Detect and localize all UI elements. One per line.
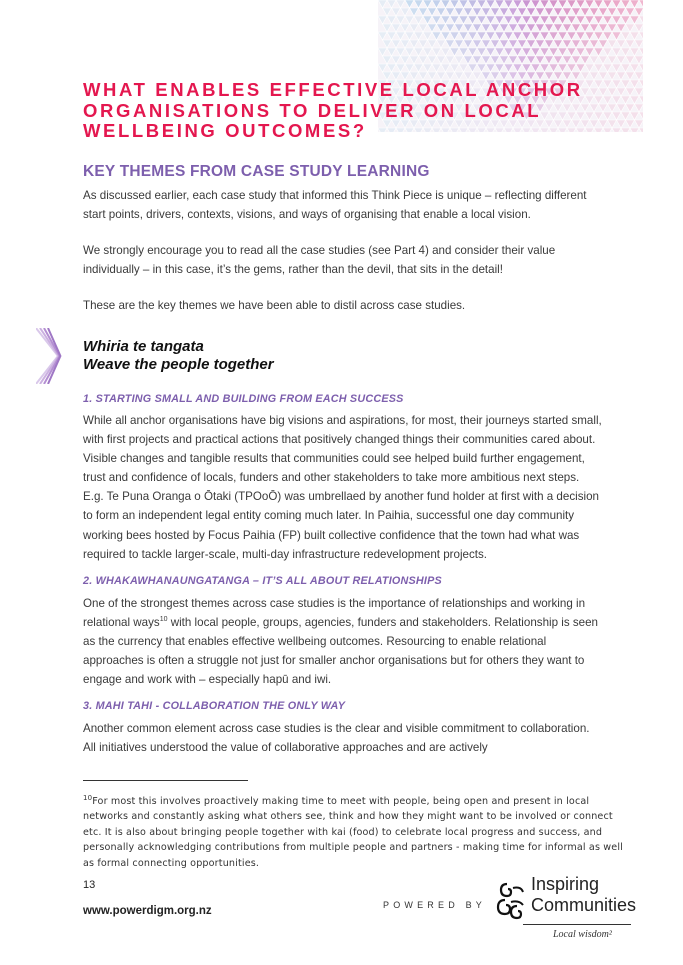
intro-paragraph-3: These are the key themes we have been able to distil across case studies.	[83, 299, 466, 312]
intro-paragraph-2: We strongly encourage you to read all the case studies (see Part 4) and consider their value individually – in this case, it’s the gems, rather than the devil, that sits in the detail!	[83, 244, 556, 277]
section-title-english: Weave the people together	[83, 356, 274, 373]
inspiring-communities-logo	[493, 874, 643, 950]
theme-3-heading: 3. MAHI TAHI - COLLABORATION THE ONLY WAY	[83, 700, 346, 712]
chevron-decoration-icon	[36, 328, 66, 384]
logo-divider	[523, 924, 631, 925]
section-subheading: KEY THEMES FROM CASE STUDY LEARNING	[83, 163, 430, 180]
theme-2-body	[83, 594, 603, 689]
footnote-divider	[83, 780, 248, 781]
logo-line-1: Inspiring	[531, 874, 600, 894]
theme-1-body: While all anchor organisations have big visions and aspirations, for most, their journeys started small, with first projects and practical actions that positively changed things their communities cared about. Visible changes and tangible results that communities could see helped build further engagement, trust and confidence of locals, funders and other stakeholders to take more ambitious next steps. E.g. Te Puna Oranga o Ōtaki (TPOoŌ) was umbrellaed by another fund holder at first with a decision to form an independent legal entity coming much later. In Paihia, successful one day community working bees hosted by Focus Paihia (FP) built collective confidence that the town had what was required to tackle larger-scale, multi-day infrastructure redevelopment projects.	[83, 414, 602, 561]
theme-2-body-start: One of the strongest themes across case studies is the importance of relationships and working in relational ways	[83, 597, 586, 630]
spiral-icon	[493, 876, 529, 926]
theme-3-body: Another common element across case studies is the clear and visible commitment to collaboration. All initiatives understood the value of collaborative approaches and are actively	[83, 722, 590, 755]
section-title-maori: Whiria te tangata	[83, 338, 204, 355]
logo-tagline: Local wisdom²	[553, 929, 612, 940]
footnote-number: 10	[83, 793, 93, 802]
logo-line-2: Communities	[531, 895, 637, 915]
theme-2-body-end: with local people, groups, agencies, funders and stakeholders. Relationship is seen as the currency that enables effective wellbeing outcomes. Resourcing to enable relational approaches is often a struggle not just for smaller anchor organisations but for others they want to engage and work with – especially hapū and iwi.	[83, 616, 599, 687]
footnote	[83, 794, 628, 871]
website-link[interactable]: www.powerdigm.org.nz	[83, 905, 212, 917]
logo-wordmark	[531, 874, 636, 916]
theme-2-heading: 2. WHAKAWHANAUNGATANGA – IT’S ALL ABOUT RELATIONSHIPS	[83, 575, 442, 587]
theme-1-heading: 1. STARTING SMALL AND BUILDING FROM EACH SUCCESS	[83, 393, 404, 405]
page-number: 13	[83, 879, 96, 891]
powered-by-label: POWERED BY	[383, 900, 487, 910]
footnote-text: For most this involves proactively making time to meet with people, being open and present in local networks and constantly asking what others see, think and how they might want to be involved or connect etc. It is also about bringing people together with kai (food) to celebrate local progress and success, and personally acknowledging contributions from multiple people and partners - making time for informal as well as formal connecting opportunities.	[83, 796, 623, 869]
page-title: WHAT ENABLES EFFECTIVE LOCAL ANCHOR ORGANISATIONS TO DELIVER ON LOCAL WELLBEING OUTCOMES?	[83, 79, 583, 141]
footnote-reference[interactable]: 10	[159, 616, 168, 624]
intro-paragraph-1: As discussed earlier, each case study that informed this Think Piece is unique – reflecting different start points, drivers, contexts, visions, and ways of organising that enable a local vision.	[83, 189, 587, 222]
